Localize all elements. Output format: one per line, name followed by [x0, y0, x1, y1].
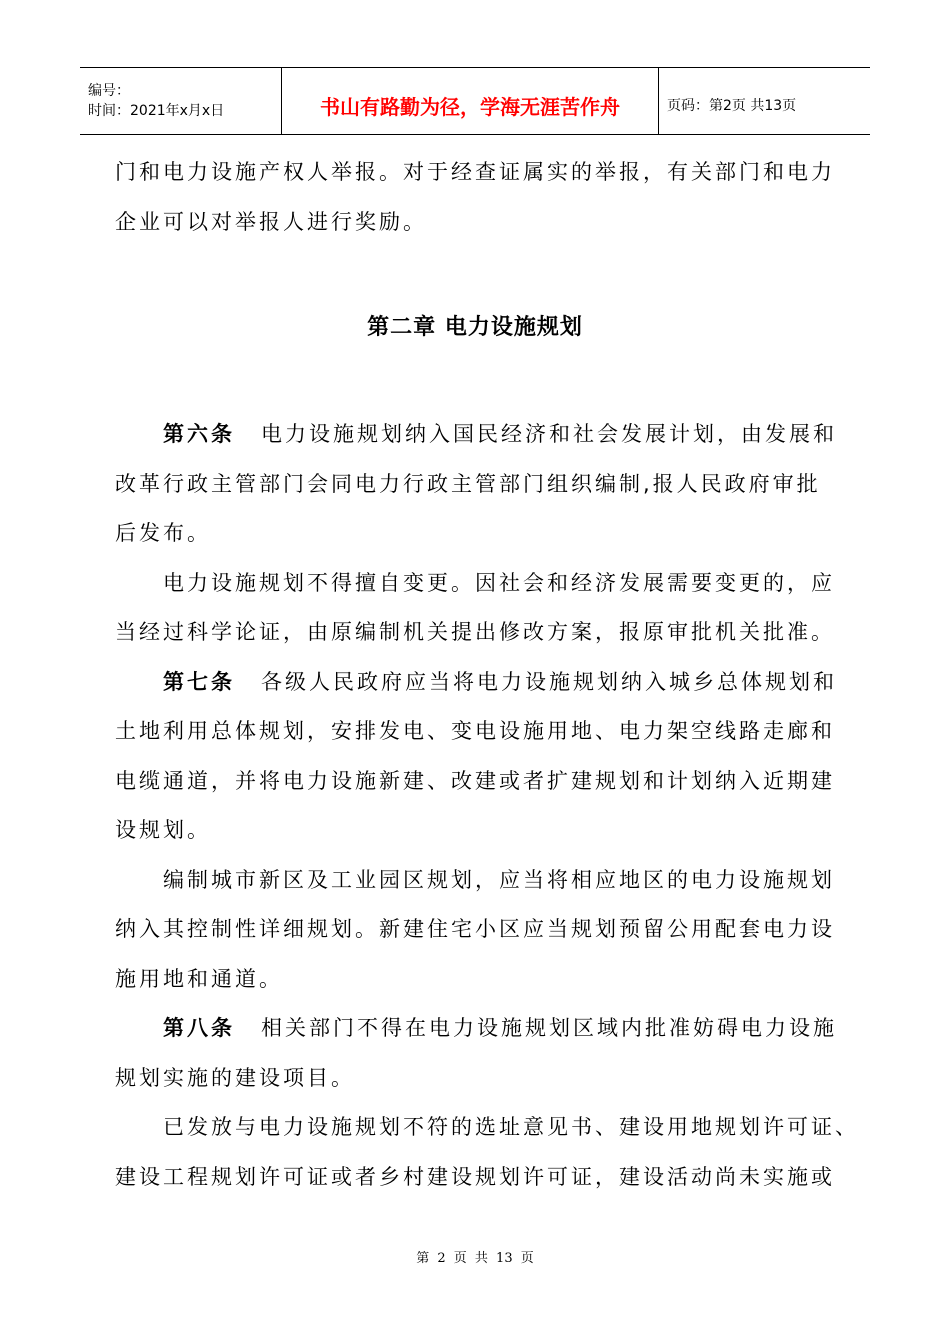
article-8-text: 相关部门不得在电力设施规划区域内批准妨碍电力设施 — [261, 1016, 837, 1040]
header-motto — [282, 68, 659, 134]
text-line: 施用地和通道。 — [115, 966, 283, 991]
text-line: 电力设施规划不得擅自变更。因社会和经济发展需要变更的，应 — [163, 570, 835, 595]
page-footer: 第 2 页 共 13 页 — [416, 1251, 534, 1266]
article-7-first-line — [115, 658, 845, 708]
header-page-info — [659, 68, 870, 134]
text-line: 土地利用总体规划，安排发电、变电设施用地、电力架空线路走廊和 — [115, 719, 835, 743]
text-line: 编制城市新区及工业园区规划，应当将相应地区的电力设施规划 — [163, 867, 835, 892]
motto-text: 书山有路勤为径，学海无涯苦作舟 — [320, 94, 620, 119]
article-7-label: 第七条 — [163, 669, 235, 694]
text-line: 企业可以对举报人进行奖励。 — [115, 209, 427, 234]
text-line: 当经过科学论证，由原编制机关提出修改方案，报原审批机关批准。 — [115, 620, 835, 644]
text-line: 改革行政主管部门会同电力行政主管部门组织编制,报人民政府审批 — [115, 471, 821, 496]
article-8-label: 第八条 — [163, 1016, 235, 1040]
text-line: 设规划。 — [115, 818, 211, 842]
article-6-text: 电力设施规划纳入国民经济和社会发展计划，由发展和 — [261, 422, 837, 446]
text-line: 已发放与电力设施规划不符的选址意见书、建设用地规划许可证、 — [163, 1115, 859, 1139]
page-info-text: 页码：第2页 共13页 — [667, 98, 797, 114]
chapter-title: 第二章 电力设施规划 — [367, 315, 583, 340]
article-6-first-line — [115, 410, 845, 460]
article-body — [115, 410, 859, 1202]
text-line: 电缆通道，并将电力设施新建、改建或者扩建规划和计划纳入近期建 — [115, 768, 835, 793]
text-line: 后发布。 — [115, 521, 211, 545]
document-number-label: 编号： — [88, 83, 130, 99]
text-line: 规划实施的建设项目。 — [115, 1065, 355, 1090]
article-6-label: 第六条 — [163, 422, 235, 446]
article-8-first-line — [115, 1004, 845, 1054]
text-line: 建设工程规划许可证或者乡村建设规划许可证，建设活动尚未实施或 — [115, 1164, 835, 1189]
page-header — [80, 67, 870, 135]
document-time-label: 时间：2021年x月x日 — [88, 103, 225, 119]
header-meta — [80, 68, 282, 134]
text-line: 门和电力设施产权人举报。对于经查证属实的举报，有关部门和电力 — [115, 160, 835, 184]
article-7-text: 各级人民政府应当将电力设施规划纳入城乡总体规划和 — [261, 669, 837, 694]
text-line: 纳入其控制性详细规划。新建住宅小区应当规划预留公用配套电力设 — [115, 917, 835, 941]
continuation-paragraph — [115, 148, 845, 247]
